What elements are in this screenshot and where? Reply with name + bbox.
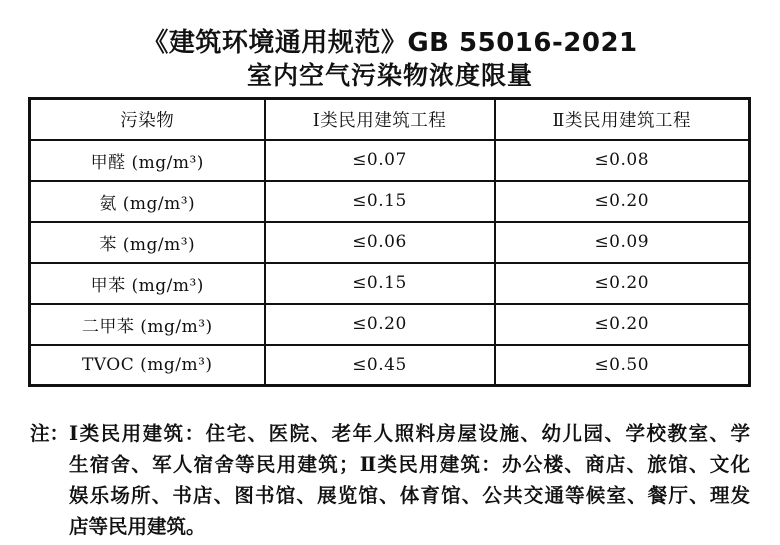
class1-limit: ≤0.15 [265,181,495,222]
footnote [30,418,750,542]
class2-limit: ≤0.50 [495,345,750,386]
class1-limit: ≤0.20 [265,304,495,345]
pollutant-name: TVOC (mg/m³) [30,345,265,386]
table-row-toluene [30,263,750,304]
class1-limit: ≤0.07 [265,140,495,181]
footnote-line-4: 店等民用建筑。 [69,515,206,538]
table-header-row [30,99,750,140]
class2-limit: ≤0.20 [495,181,750,222]
pollutant-name: 二甲苯 (mg/m³) [30,304,265,345]
table-row-formaldehyde [30,140,750,181]
class2-limit: ≤0.20 [495,263,750,304]
footnote-line-3: 娱乐场所、书店、图书馆、展览馆、体育馆、公共交通等候室、餐厅、理发 [69,484,750,507]
footnote-line-1: Ⅰ类民用建筑：住宅、医院、老年人照料房屋设施、幼儿园、学校教室、学 [69,422,750,445]
document-subtitle: 室内空气污染物浓度限量 [246,61,533,90]
class2-limit: ≤0.20 [495,304,750,345]
class2-limit: ≤0.08 [495,140,750,181]
class1-limit: ≤0.15 [265,263,495,304]
table-row-benzene [30,222,750,263]
pollutant-name: 甲醛 (mg/m³) [30,140,265,181]
header-class1-building: Ⅰ类民用建筑工程 [265,99,495,140]
header-pollutant: 污染物 [30,99,265,140]
table-row-ammonia [30,181,750,222]
footnote-body [69,418,750,542]
class1-limit: ≤0.06 [265,222,495,263]
pollutant-name: 氨 (mg/m³) [30,181,265,222]
header-class2-building: Ⅱ类民用建筑工程 [495,99,750,140]
pollutant-limits-table [28,97,751,387]
pollutant-name: 甲苯 (mg/m³) [30,263,265,304]
footnote-line-2: 生宿舍、军人宿舍等民用建筑；Ⅱ类民用建筑：办公楼、商店、旅馆、文化 [69,453,750,476]
class2-limit: ≤0.09 [495,222,750,263]
pollutant-name: 苯 (mg/m³) [30,222,265,263]
table-row-xylene [30,304,750,345]
document-title: 《建筑环境通用规范》GB 55016-2021 [142,28,638,58]
footnote-label: 注： [30,422,70,445]
table-row-tvoc [30,345,750,386]
class1-limit: ≤0.45 [265,345,495,386]
